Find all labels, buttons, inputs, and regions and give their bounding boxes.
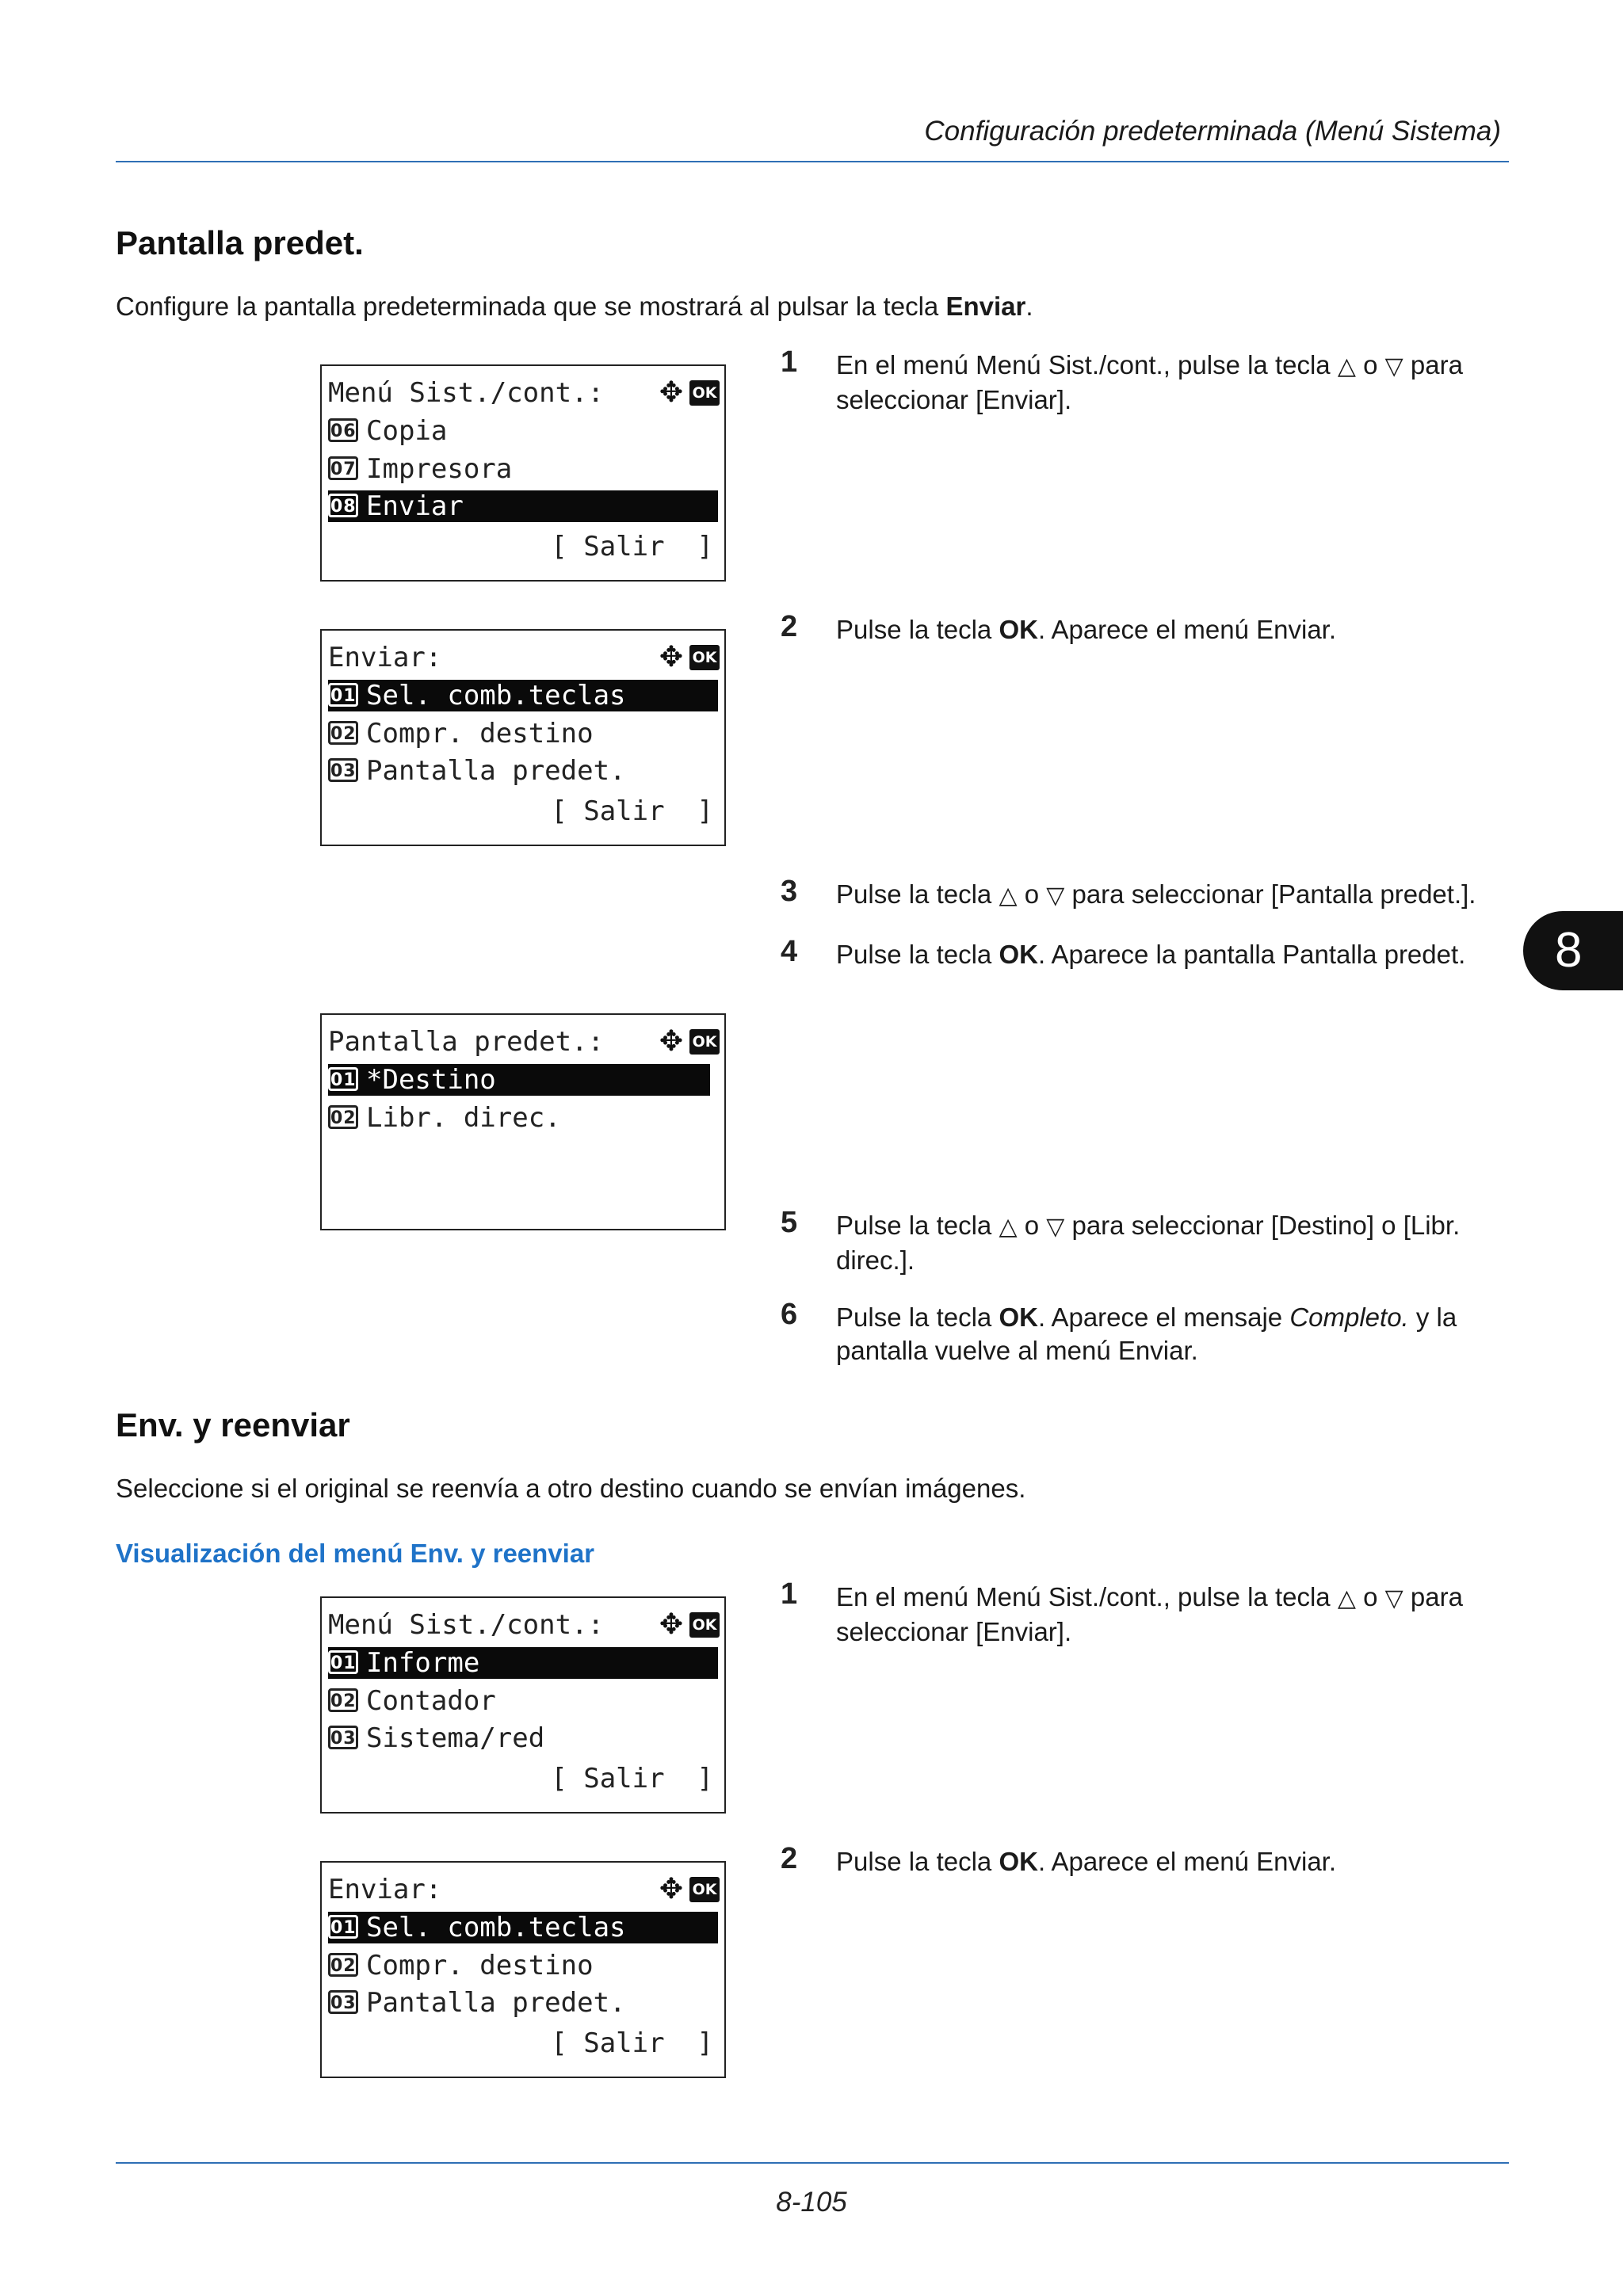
intro-key-name: Enviar xyxy=(945,292,1026,321)
cross-key-icon: ✥ xyxy=(659,376,683,409)
cross-key-icon: ✥ xyxy=(659,1608,683,1641)
number-key-icon: 06 xyxy=(328,418,358,442)
lcd-item-label: Copia xyxy=(366,415,448,447)
step-text-part: para seleccionar [Enviar]. xyxy=(836,1582,1463,1646)
lcd-menu-item xyxy=(328,755,718,787)
step-text-part: para seleccionar [Destino] o [Libr. direc.]. xyxy=(836,1211,1461,1275)
lcd-title: Enviar: xyxy=(328,1874,442,1905)
step-text-part: Pulse la tecla xyxy=(836,1847,999,1876)
page-number: 8-105 xyxy=(776,2187,847,2218)
step-text-part: o xyxy=(1017,1211,1047,1240)
down-arrow-icon: ▽ xyxy=(1384,1585,1403,1611)
lcd-menu-item xyxy=(328,1987,718,2019)
lcd-nav-icons xyxy=(659,1608,720,1641)
footer-rule xyxy=(116,2162,1509,2164)
lcd-screen-menu-sist xyxy=(320,1596,726,1814)
step-number: 4 xyxy=(781,935,798,968)
number-key-icon: 01 xyxy=(328,1067,358,1091)
lcd-exit-softkey: [ Salir ] xyxy=(551,531,713,563)
lcd-menu-item xyxy=(328,453,718,485)
message-name: Completo. xyxy=(1289,1302,1409,1332)
lcd-menu-item xyxy=(328,718,718,749)
lcd-title: Pantalla predet.: xyxy=(328,1026,604,1058)
step-text-part: Pulse la tecla xyxy=(836,879,999,909)
lcd-menu-item xyxy=(328,1950,718,1981)
step-text xyxy=(836,1301,1510,1367)
lcd-nav-icons xyxy=(659,643,720,672)
number-key-icon: 02 xyxy=(328,1105,358,1129)
step-text xyxy=(836,938,1510,971)
number-key-icon: 03 xyxy=(328,1990,358,2014)
down-arrow-icon: ▽ xyxy=(1384,353,1403,379)
step-number: 5 xyxy=(781,1206,798,1239)
step-number: 1 xyxy=(781,1577,798,1611)
cross-key-icon: ✥ xyxy=(659,1025,683,1058)
running-header: Configuración predeterminada (Menú Sistema) xyxy=(924,116,1501,147)
lcd-item-label: Informe xyxy=(366,1647,480,1679)
step-text-part: para seleccionar [Pantalla predet.]. xyxy=(1064,879,1476,909)
number-key-icon: 02 xyxy=(328,721,358,745)
up-arrow-icon: △ xyxy=(999,1214,1018,1240)
number-key-icon: 01 xyxy=(328,1650,358,1674)
key-name: OK xyxy=(999,1302,1038,1332)
lcd-item-label: Impresora xyxy=(366,453,513,485)
step-text xyxy=(836,613,1510,646)
lcd-item-label: Libr. direc. xyxy=(366,1102,561,1134)
lcd-screen-enviar xyxy=(320,1861,726,2078)
header-rule xyxy=(116,161,1509,162)
step-text xyxy=(836,878,1549,913)
step-text-part: Pulse la tecla xyxy=(836,1302,999,1332)
lcd-item-label: Compr. destino xyxy=(366,1950,594,1981)
number-key-icon: 01 xyxy=(328,683,358,707)
lcd-screen-pantalla-predet xyxy=(320,1013,726,1230)
step-number: 1 xyxy=(781,345,798,379)
number-key-icon: 08 xyxy=(328,494,358,517)
lcd-title: Enviar: xyxy=(328,642,442,673)
step-text-part: y la pantalla vuelve al menú Enviar. xyxy=(836,1302,1457,1365)
ok-key-icon: OK xyxy=(689,1612,720,1638)
step-number: 2 xyxy=(781,610,798,643)
step-text-part: o xyxy=(1355,350,1385,379)
number-key-icon: 01 xyxy=(328,1915,358,1939)
ok-key-icon: OK xyxy=(689,1029,720,1055)
lcd-menu-item xyxy=(328,1685,718,1717)
lcd-item-label: *Destino xyxy=(366,1064,496,1096)
cross-key-icon: ✥ xyxy=(659,1873,683,1905)
up-arrow-icon: △ xyxy=(999,883,1018,909)
lcd-menu-item-selected xyxy=(328,1647,718,1679)
lcd-item-label: Sel. comb.teclas xyxy=(366,680,626,711)
step-text-part: Pulse la tecla xyxy=(836,1211,999,1240)
lcd-item-label: Sel. comb.teclas xyxy=(366,1912,626,1943)
chapter-tab: 8 xyxy=(1523,911,1623,990)
section-intro: Seleccione si el original se reenvía a otro destino cuando se envían imágenes. xyxy=(116,1474,1026,1503)
step-text-part: . Aparece la pantalla Pantalla predet. xyxy=(1037,940,1466,969)
number-key-icon: 02 xyxy=(328,1688,358,1712)
lcd-screen-enviar xyxy=(320,629,726,846)
lcd-item-label: Compr. destino xyxy=(366,718,594,749)
step-text-part: Pulse la tecla xyxy=(836,940,999,969)
step-text-part: . Aparece el menú Enviar. xyxy=(1037,1847,1337,1876)
ok-key-icon: OK xyxy=(689,645,720,670)
lcd-menu-item xyxy=(328,1722,718,1754)
section-title-env-reenviar: Env. y reenviar xyxy=(116,1406,350,1444)
lcd-nav-icons xyxy=(659,376,720,409)
subsection-heading: Visualización del menú Env. y reenviar xyxy=(116,1539,595,1568)
intro-text: Configure la pantalla predeterminada que se mostrará al pulsar la tecla xyxy=(116,292,946,321)
lcd-menu-item-selected xyxy=(328,1064,710,1096)
up-arrow-icon: △ xyxy=(1337,353,1356,379)
ok-key-icon: OK xyxy=(689,380,720,406)
step-text xyxy=(836,1209,1510,1277)
number-key-icon: 03 xyxy=(328,1726,358,1749)
lcd-menu-item-selected xyxy=(328,490,718,522)
lcd-item-label: Contador xyxy=(366,1685,496,1717)
step-text-part: Pulse la tecla xyxy=(836,615,999,644)
step-text-part: En el menú Menú Sist./cont., pulse la tecla xyxy=(836,350,1338,379)
lcd-screen-menu-sist xyxy=(320,364,726,582)
step-text-part: . Aparece el mensaje xyxy=(1037,1302,1290,1332)
lcd-item-label: Sistema/red xyxy=(366,1722,545,1754)
down-arrow-icon: ▽ xyxy=(1046,1214,1065,1240)
key-name: OK xyxy=(999,615,1038,644)
lcd-title: Menú Sist./cont.: xyxy=(328,1609,604,1641)
lcd-menu-item-selected xyxy=(328,1912,718,1943)
step-number: 3 xyxy=(781,875,798,908)
section-intro xyxy=(116,292,1033,322)
lcd-exit-softkey: [ Salir ] xyxy=(551,795,713,827)
number-key-icon: 07 xyxy=(328,456,358,480)
lcd-item-label: Enviar xyxy=(366,490,464,522)
number-key-icon: 03 xyxy=(328,758,358,782)
cross-key-icon: ✥ xyxy=(659,641,683,673)
step-text xyxy=(836,1581,1510,1649)
ok-key-icon: OK xyxy=(689,1877,720,1902)
step-number: 6 xyxy=(781,1298,798,1331)
step-text-part: En el menú Menú Sist./cont., pulse la tecla xyxy=(836,1582,1338,1611)
step-text-part: para seleccionar [Enviar]. xyxy=(836,350,1463,414)
key-name: OK xyxy=(999,1847,1038,1876)
lcd-exit-softkey: [ Salir ] xyxy=(551,2027,713,2059)
down-arrow-icon: ▽ xyxy=(1046,883,1065,909)
key-name: OK xyxy=(999,940,1038,969)
lcd-nav-icons xyxy=(659,1875,720,1904)
intro-period: . xyxy=(1025,292,1033,321)
step-text-part: . Aparece el menú Enviar. xyxy=(1037,615,1337,644)
step-number: 2 xyxy=(781,1842,798,1875)
step-text xyxy=(836,349,1510,417)
up-arrow-icon: △ xyxy=(1337,1585,1356,1611)
step-text-part: o xyxy=(1355,1582,1385,1611)
lcd-exit-softkey: [ Salir ] xyxy=(551,1763,713,1794)
lcd-title: Menú Sist./cont.: xyxy=(328,377,604,409)
lcd-menu-item-selected xyxy=(328,680,718,711)
lcd-item-label: Pantalla predet. xyxy=(366,755,626,787)
step-text-part: o xyxy=(1017,879,1047,909)
lcd-nav-icons xyxy=(659,1025,720,1058)
lcd-menu-item xyxy=(328,415,718,447)
section-title-pantalla-predet: Pantalla predet. xyxy=(116,224,364,261)
number-key-icon: 02 xyxy=(328,1953,358,1977)
lcd-item-label: Pantalla predet. xyxy=(366,1987,626,2019)
step-text xyxy=(836,1845,1510,1878)
lcd-menu-item xyxy=(328,1102,718,1134)
